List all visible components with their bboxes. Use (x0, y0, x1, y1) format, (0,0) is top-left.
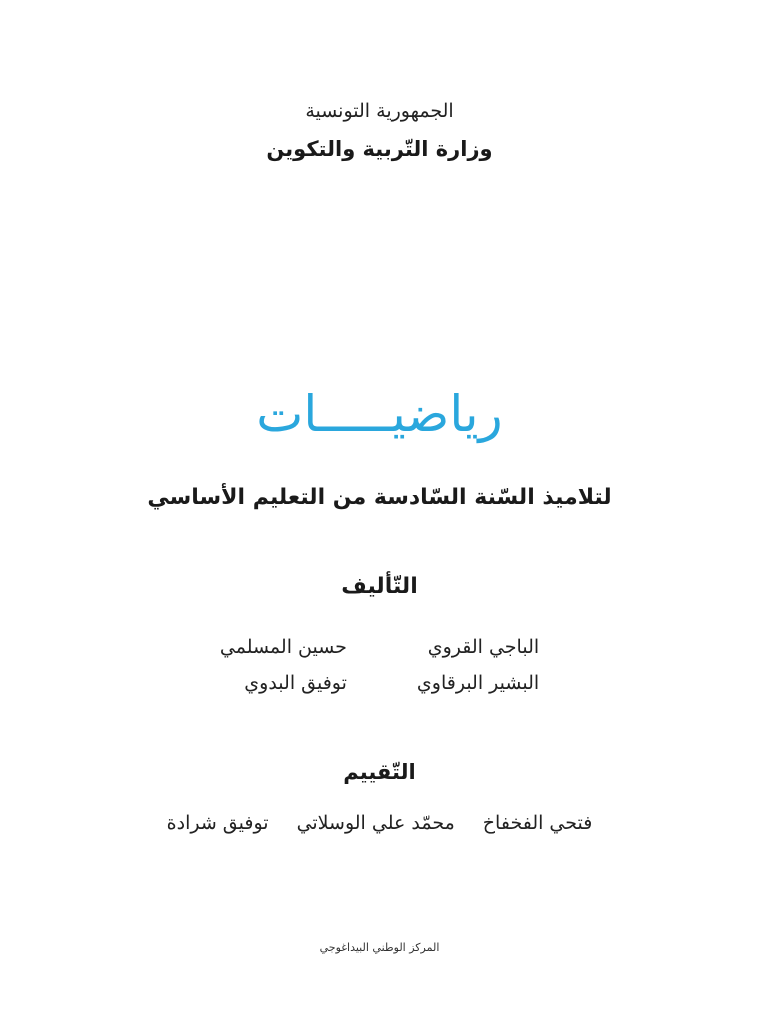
authors-list (0, 636, 759, 694)
authors-column-left (220, 636, 347, 694)
author-name: الباجي القروي (427, 636, 540, 658)
republic-name: الجمهورية التونسية (305, 100, 454, 122)
author-name: حسين المسلمي (219, 636, 347, 658)
book-title: رياضيـــــات (256, 385, 503, 443)
reviewer-name: توفيق شرادة (166, 812, 269, 834)
ministry-name: وزارة التّربية والتكوين (266, 137, 493, 161)
author-name: البشير البرقاوي (416, 672, 540, 694)
review-heading: التّقييم (343, 760, 416, 784)
book-subtitle: لتلاميذ السّنة السّادسة من التعليم الأساسي (147, 485, 612, 510)
authors-heading: التّأليف (341, 574, 418, 599)
reviewers-list (0, 812, 759, 834)
reviewer-name: محمّد علي الوسلاتي (296, 812, 455, 834)
reviewer-name: فتحي الفخفاخ (482, 812, 593, 834)
authors-column-right (417, 636, 539, 694)
author-name: توفيق البدوي (244, 672, 347, 694)
publisher-name: المركز الوطني البيداغوجي (319, 941, 440, 954)
